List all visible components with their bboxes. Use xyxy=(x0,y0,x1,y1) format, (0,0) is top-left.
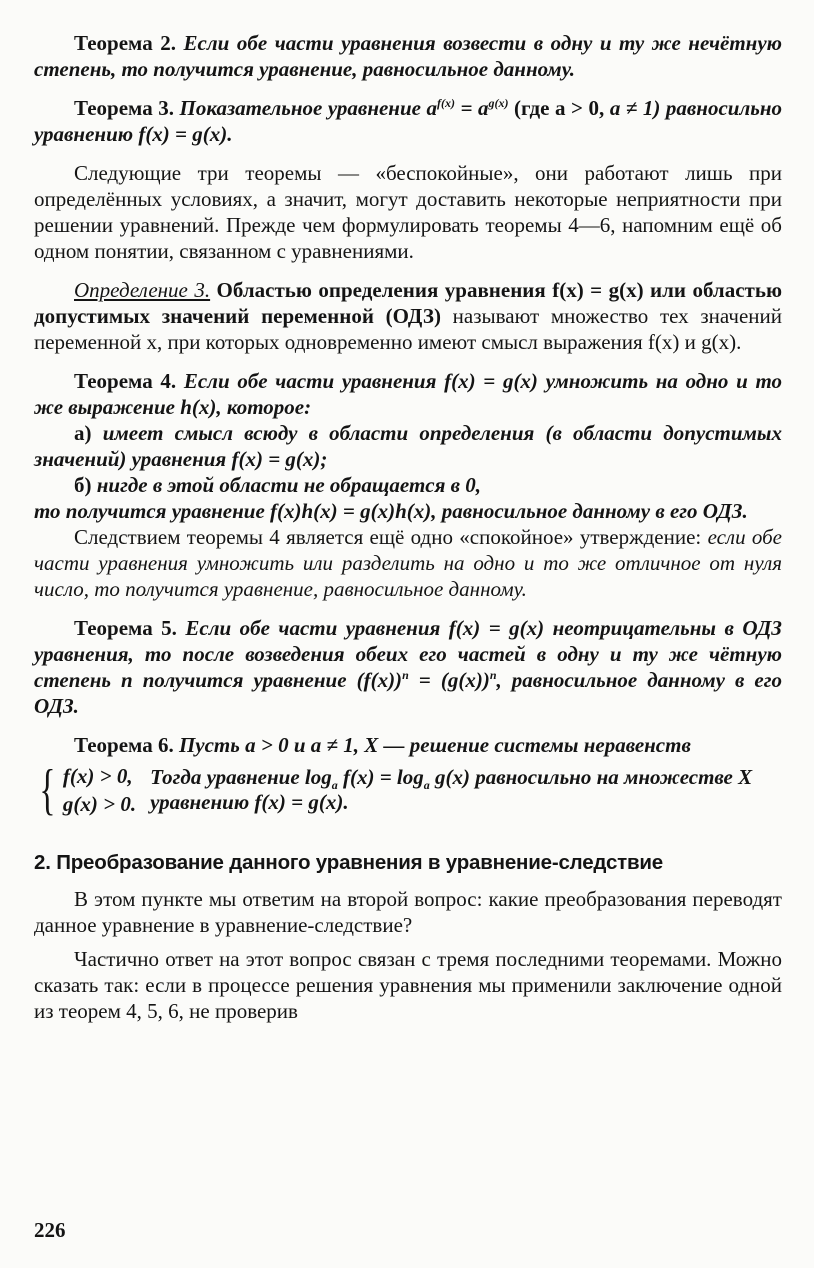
item-b-label: б) xyxy=(74,473,92,497)
item-b-text: нигде в этой области не обращается в 0, xyxy=(96,473,482,497)
theorem-3-text-eq: = a xyxy=(454,96,489,120)
theorem-3 xyxy=(34,95,782,147)
theorem-4-item-a xyxy=(34,420,782,472)
inequality-system xyxy=(34,759,782,821)
item-a-label: а) xyxy=(74,421,92,445)
definition-3-label: Определение 3. xyxy=(74,278,211,302)
theorem-3-cond: (где a > 0, xyxy=(508,96,605,120)
theorem-3-text-a: Показательное уравнение a xyxy=(179,96,437,120)
theorem-5-label: Теорема 5. xyxy=(74,616,177,640)
theorem-3-exp-f: f(x) xyxy=(436,96,455,110)
theorem-5 xyxy=(34,615,782,719)
theorem-6-text-b xyxy=(150,765,782,815)
section-2-para-1: В этом пункте мы ответим на второй вопрос: какие преобразования переводят данное уравнение в уравнение-следствие? xyxy=(34,887,782,937)
theorem-3-text-b: a ≠ 1) равносильно уравнению f(x) = g(x). xyxy=(34,96,782,146)
system-rows xyxy=(63,762,136,818)
theorem-3-exp-g: g(x) xyxy=(488,96,509,110)
section-2-heading: 2. Преобразование данного уравнения в уравнение-следствие xyxy=(34,851,663,874)
theorem-2 xyxy=(34,30,782,82)
theorem-5-mid: = (g(x)) xyxy=(408,668,490,692)
theorem-6-label: Теорема 6. xyxy=(74,733,174,757)
section-2-para-2: Частично ответ на этот вопрос связан с тремя последними теоремами. Можно сказать так: если в процессе решения уравнения мы применили заключение одной из теорем 4, 5, 6, не проверив xyxy=(34,947,782,1023)
system-row-1: f(x) > 0, xyxy=(62,764,133,788)
theorem-5-end: , равносильное данному в его ОДЗ. xyxy=(34,668,782,718)
system-row-2: g(x) > 0. xyxy=(62,792,137,816)
corollary-italic: если обе части уравнения умножить или разделить на одно и то же отличное от нуля число, то получится уравнение, равносильное данному. xyxy=(34,525,782,601)
brace-icon: { xyxy=(39,759,56,821)
theorem-4-text: Если обе части уравнения f(x) = g(x) умножить на одно и то же выражение h(x), которое: xyxy=(34,369,783,419)
theorem-3-label: Теорема 3. xyxy=(74,96,174,120)
theorem-5-exp-n1: n xyxy=(402,668,409,682)
item-a-text: имеет смысл всюду в области определения (в области допустимых значений) уравнения f(x) = g(x); xyxy=(34,421,782,471)
definition-3-rest: называют множество тех значений переменной x, при которых одновременно имеют смысл выражения f(x) и g(x). xyxy=(34,304,782,354)
theorem-6-mid: f(x) = log xyxy=(337,765,424,789)
log-base-2: a xyxy=(423,778,430,793)
theorem-5-exp-n2: n xyxy=(489,668,497,682)
theorem-2-label: Теорема 2. xyxy=(74,31,176,55)
main-text xyxy=(34,30,782,1024)
theorem-4-conclusion-text: то получится уравнение f(x)h(x) = g(x)h(x), равносильное данному в его ОДЗ. xyxy=(34,499,748,523)
theorem-6-text-a: Пусть a > 0 и a ≠ 1, X — решение системы неравенств xyxy=(178,733,691,757)
theorem-6-post: g(x) равносильно на множестве X уравнению f(x) = g(x). xyxy=(150,765,753,814)
theorem-4-conclusion xyxy=(34,498,782,524)
definition-3 xyxy=(34,277,782,355)
theorem-2-text: Если обе части уравнения возвести в одну и ту же нечётную степень, то получится уравнение, равносильное данному. xyxy=(34,31,782,81)
page-number: 226 xyxy=(34,1218,66,1242)
theorem-6-pre: Тогда уравнение log xyxy=(150,765,332,789)
theorem-6 xyxy=(34,732,782,758)
corollary-plain: Следствием теоремы 4 является ещё одно «спокойное» утверждение: xyxy=(74,525,708,549)
intro-paragraph: Следующие три теоремы — «беспокойные», они работают лишь при определённых условиях, а значит, могут доставить некоторые неприятности при решении уравнений. Прежде чем формулировать теоремы 4—6, напомним ещё об одном понятии, связанном с уравнениями. xyxy=(34,161,782,263)
corollary xyxy=(34,524,782,602)
theorem-4-label: Теорема 4. xyxy=(74,369,177,393)
theorem-5-text: Если обе части уравнения f(x) = g(x) неотрицательны в ОДЗ уравнения, то после возведения обеих его частей в одну и ту же чётную степень n получится уравнение (f(x)) xyxy=(34,616,782,692)
definition-3-bold: Областью определения уравнения f(x) = g(x) или областью допустимых значений переменной (ОДЗ) xyxy=(34,278,782,328)
theorem-4-item-b xyxy=(34,472,782,498)
log-base-1: a xyxy=(331,778,338,793)
theorem-4 xyxy=(34,368,782,420)
